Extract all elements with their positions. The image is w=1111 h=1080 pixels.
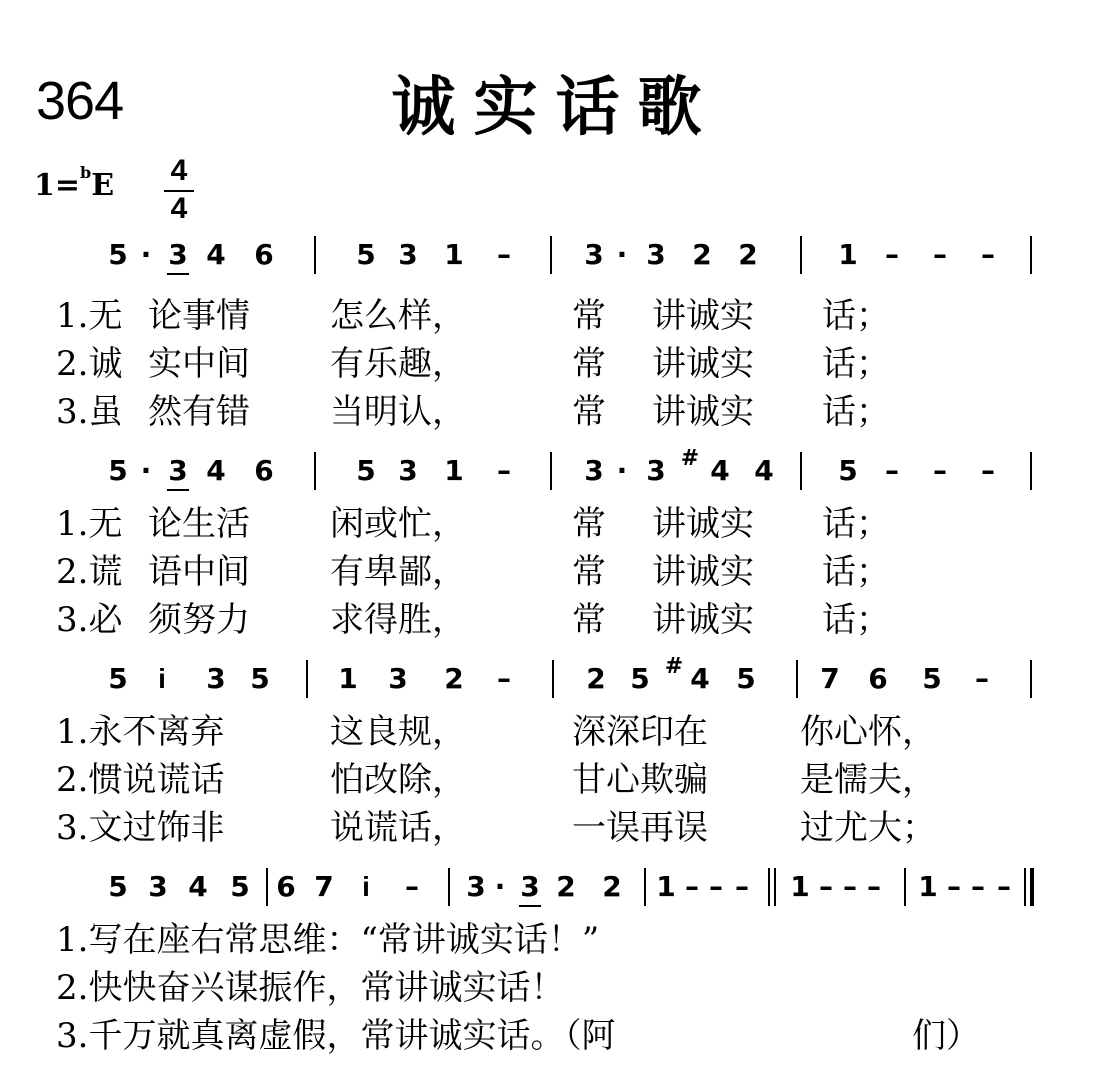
barline — [1030, 236, 1032, 274]
lyric-segment: 3.虽 — [56, 392, 123, 432]
barline — [306, 660, 308, 698]
barline — [768, 868, 770, 906]
lyric-segment: 3.必 — [56, 600, 123, 640]
lyric-segment: 话； — [822, 344, 890, 384]
barline — [266, 868, 268, 906]
dot: · — [616, 238, 628, 271]
flat-sign: b — [80, 163, 92, 182]
lyric-segment: 过尤大； — [800, 808, 936, 848]
note: 3 — [398, 238, 418, 271]
note: 3 — [584, 454, 604, 487]
lyric-segment: 3.千万就真离虚假，常讲诚实话。（阿 — [56, 1016, 616, 1056]
note: 5 — [230, 870, 250, 903]
lyric-segment: 2.快快奋兴谋振作，常讲诚实话！ — [56, 968, 565, 1008]
note: i — [158, 663, 166, 694]
lyric-segment: 当明认， — [330, 392, 466, 432]
time-signature-bottom: 4 — [170, 192, 188, 225]
note: 5 — [356, 238, 376, 271]
dash: – — [981, 238, 995, 271]
barline — [552, 660, 554, 698]
lyric-segment: 求得胜， — [330, 600, 466, 640]
note: 4 — [206, 454, 226, 487]
note: 4 — [206, 238, 226, 271]
note: 1 — [656, 870, 676, 903]
note: 5 — [250, 662, 270, 695]
dash: – — [885, 454, 899, 487]
note: 5 — [356, 454, 376, 487]
note: 3 — [646, 454, 666, 487]
lyric-segment: 常 — [572, 296, 606, 336]
lyric-segment: 说谎话， — [330, 808, 466, 848]
dash: – — [933, 238, 947, 271]
note: 4 — [754, 454, 774, 487]
dash: – — [497, 238, 511, 271]
note: 2 — [602, 870, 622, 903]
note: 5 — [108, 870, 128, 903]
dot: · — [494, 870, 506, 903]
lyric-segment: 话； — [822, 392, 890, 432]
lyric-segment: 语中间 — [148, 552, 250, 592]
barline — [550, 452, 552, 490]
barline — [800, 452, 802, 490]
lyric-segment: 常 — [572, 504, 606, 544]
lyric-segment: 3.文过饰非 — [56, 808, 225, 848]
dash: – — [981, 454, 995, 487]
lyric-segment: 2.诚 — [56, 344, 123, 384]
lyric-segment: 是懦夫， — [800, 760, 936, 800]
note: 3 — [520, 870, 540, 903]
lyric-segment: 常 — [572, 392, 606, 432]
page-title: 诚实话歌 — [391, 71, 720, 145]
barline — [550, 236, 552, 274]
note: 5 — [630, 662, 650, 695]
barline — [314, 452, 316, 490]
lyric-segment: 常 — [572, 552, 606, 592]
note: 6 — [254, 238, 274, 271]
lyric-segment: 话； — [822, 296, 890, 336]
dash: – — [735, 870, 749, 903]
note: 2 — [586, 662, 606, 695]
dash: – — [975, 662, 989, 695]
lyric-segment: 论事情 — [148, 296, 250, 336]
note: 3 — [168, 238, 188, 271]
lyric-segment: 讲诚实 — [652, 504, 754, 544]
note: 3 — [398, 454, 418, 487]
lyric-segment: 常 — [572, 344, 606, 384]
note: 4 — [690, 662, 710, 695]
barline — [448, 868, 450, 906]
lyric-segment: 实中间 — [148, 344, 250, 384]
dash: – — [885, 238, 899, 271]
lyric-segment: 怎么样， — [330, 296, 466, 336]
lyric-segment: 1.写在座右常思维：“常讲诚实话！” — [56, 920, 600, 960]
note: 6 — [254, 454, 274, 487]
lyric-segment: 1.永不离弃 — [56, 712, 225, 752]
double-barline — [1030, 868, 1034, 906]
dash: – — [497, 454, 511, 487]
barline — [796, 660, 798, 698]
lyric-segment: 有乐趣， — [330, 344, 466, 384]
note: 5 — [108, 662, 128, 695]
note: 3 — [584, 238, 604, 271]
barline — [314, 236, 316, 274]
note: 7 — [820, 662, 840, 695]
note: 2 — [738, 238, 758, 271]
dash: – — [497, 662, 511, 695]
note: 7 — [314, 870, 334, 903]
note: 5 — [108, 454, 128, 487]
key-note: E — [91, 168, 115, 203]
note: 3 — [388, 662, 408, 695]
dash: – — [685, 870, 699, 903]
dot: · — [140, 454, 152, 487]
lyric-segment: 讲诚实 — [652, 552, 754, 592]
lyric-segment: 甘心欺骗 — [572, 760, 708, 800]
dash: – — [947, 870, 961, 903]
dash: – — [819, 870, 833, 903]
note: 3 — [206, 662, 226, 695]
barline — [1030, 452, 1032, 490]
dash: – — [709, 870, 723, 903]
lyric-segment: 深深印在 — [572, 712, 708, 752]
note: 1 — [444, 238, 464, 271]
note: 3 — [168, 454, 188, 487]
note: 2 — [556, 870, 576, 903]
sharp-sign: # — [680, 446, 700, 471]
note: 5 — [736, 662, 756, 695]
note: 5 — [922, 662, 942, 695]
dash: – — [843, 870, 857, 903]
lyric-segment: 1.无 — [56, 296, 123, 336]
note: 6 — [868, 662, 888, 695]
lyric-segment: 讲诚实 — [652, 344, 754, 384]
eighth-underline — [519, 905, 541, 907]
sharp-sign: # — [664, 654, 684, 679]
note: 2 — [444, 662, 464, 695]
dash: – — [933, 454, 947, 487]
double-barline — [774, 868, 776, 906]
note: 3 — [148, 870, 168, 903]
lyric-segment: 一误再误 — [572, 808, 708, 848]
note: 4 — [188, 870, 208, 903]
barline — [1030, 660, 1032, 698]
lyric-segment: 这良规， — [330, 712, 466, 752]
time-signature-top: 4 — [170, 154, 188, 187]
barline — [904, 868, 906, 906]
key-signature — [34, 163, 115, 203]
lyric-segment: 你心怀， — [800, 712, 936, 752]
barline — [1024, 868, 1026, 906]
lyric-segment: 讲诚实 — [652, 392, 754, 432]
note: 1 — [444, 454, 464, 487]
key-prefix: 1= — [34, 168, 81, 203]
lyric-segment: 2.惯说谎话 — [56, 760, 225, 800]
note: 2 — [692, 238, 712, 271]
lyric-segment: 常 — [572, 600, 606, 640]
lyric-segment: 有卑鄙， — [330, 552, 466, 592]
lyric-segment: 怕改除， — [330, 760, 466, 800]
lyric-segment: 2.谎 — [56, 552, 123, 592]
hymn-number: 364 — [36, 71, 124, 131]
lyric-segment: 话； — [822, 600, 890, 640]
dot: · — [616, 454, 628, 487]
dash: – — [867, 870, 881, 903]
lyric-segment: 讲诚实 — [652, 296, 754, 336]
dot: · — [140, 238, 152, 271]
note: 6 — [276, 870, 296, 903]
barline — [644, 868, 646, 906]
note: 1 — [838, 238, 858, 271]
note: 4 — [710, 454, 730, 487]
note: 1 — [338, 662, 358, 695]
note: 5 — [838, 454, 858, 487]
lyric-segment: 话； — [822, 504, 890, 544]
dash: – — [405, 870, 419, 903]
lyric-segment: 话； — [822, 552, 890, 592]
lyric-segment: 们） — [912, 1016, 980, 1056]
note: 5 — [108, 238, 128, 271]
lyric-segment: 讲诚实 — [652, 600, 754, 640]
dash: – — [997, 870, 1011, 903]
lyric-segment: 1.无 — [56, 504, 123, 544]
lyric-segment: 须努力 — [148, 600, 250, 640]
lyric-segment: 闲或忙， — [330, 504, 466, 544]
lyric-segment: 然有错 — [148, 392, 250, 432]
note: 3 — [466, 870, 486, 903]
eighth-underline — [167, 489, 189, 491]
eighth-underline — [167, 273, 189, 275]
barline — [800, 236, 802, 274]
lyric-segment: 论生活 — [148, 504, 250, 544]
dash: – — [971, 870, 985, 903]
note: 1 — [790, 870, 810, 903]
note: 1 — [918, 870, 938, 903]
note: 3 — [646, 238, 666, 271]
note: i — [362, 871, 370, 902]
